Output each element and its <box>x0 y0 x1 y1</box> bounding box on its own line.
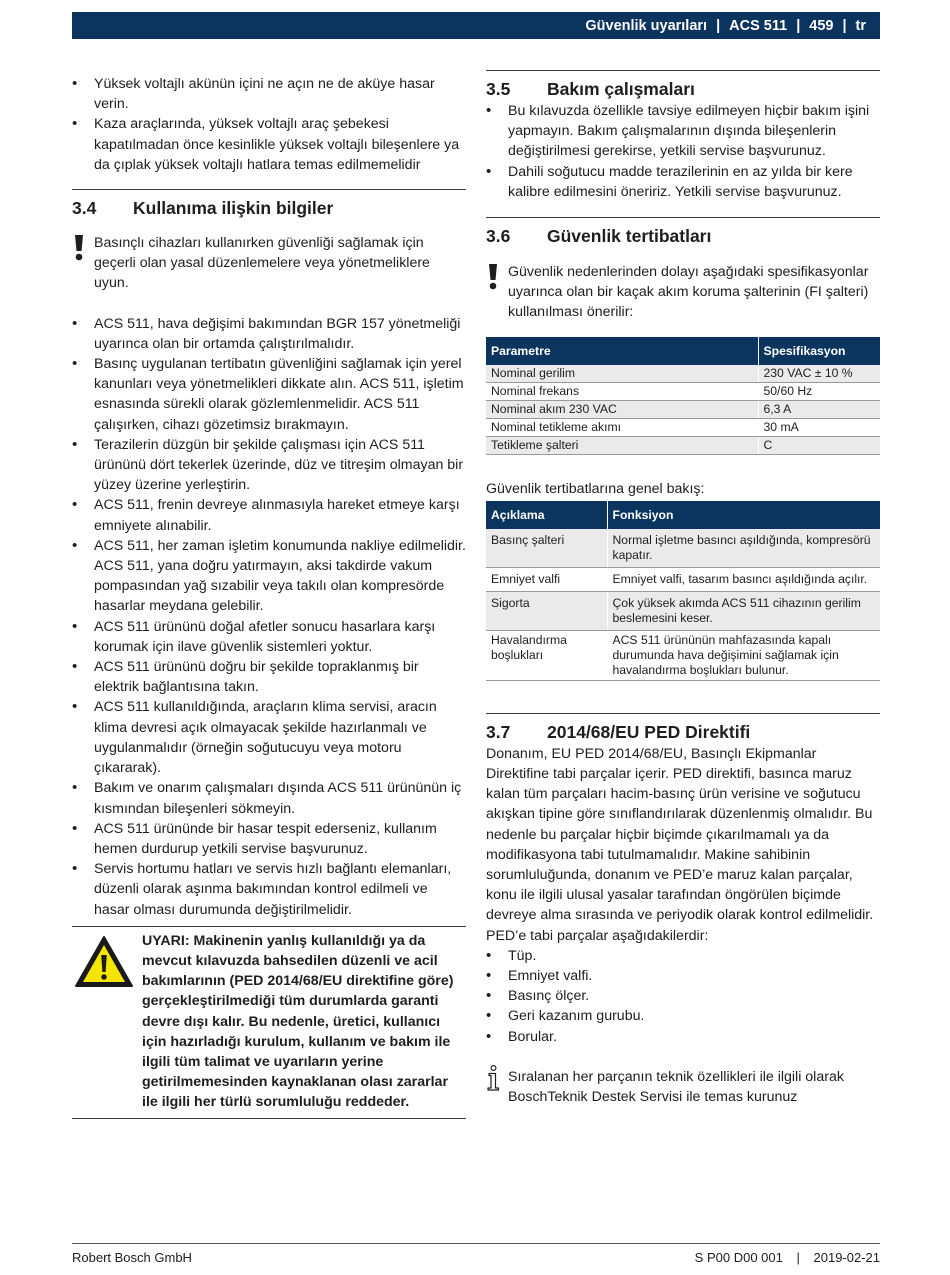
list-item: • Terazilerin düzgün bir şekilde çalışması için ACS 511 ürününü dört tekerlek üzerinde, düz ve titreşim olmayan bir yüzey üzerine yerleştirin. <box>72 435 466 496</box>
info-text: Sıralanan her parçanın teknik özellikleri ile ilgili olarak BoschTeknik Destek Servisi ile temas kurunuz <box>508 1068 844 1106</box>
table-row <box>486 529 880 568</box>
list-item: • ACS 511 kullanıldığında, araçların klima servisi, aracın klima devresi açık olmayacak şekilde hazırlanmalı ve uygulanmalıdır (örneğin soğutucuyu veya motoru çıkararak). <box>72 697 466 778</box>
maintenance-bullet-list <box>486 101 880 202</box>
ped-parts-intro: PED’e tabi parçalar aşağıdakilerdir: <box>486 927 709 944</box>
overview-label: Güvenlik tertibatlarına genel bakış: <box>486 480 705 497</box>
table-cell: Nominal tetikleme akımı <box>486 418 758 436</box>
section-title: Bakım çalışmaları <box>547 79 695 99</box>
list-item: • Emniyet valfi. <box>486 966 880 986</box>
table-cell: Çok yüksek akımda ACS 511 cihazının gerilim beslemesini keser. <box>607 591 880 630</box>
left-column <box>72 74 466 1119</box>
section-title: Kullanıma ilişkin bilgiler <box>133 198 334 219</box>
section-number: 3.6 <box>486 226 511 247</box>
list-item: • Basınç uygulanan tertibatın güvenliğini sağlamak için yerel kanunları veya yönetmelikleri dikkate alın. ACS 511, işletim esnasında sürekli olarak gözlemlenmelidir. ACS 511 çalışırken, cihazı gözetimsiz bırakmayın. <box>72 354 466 435</box>
table-row <box>486 418 880 436</box>
table-cell: 30 mA <box>758 418 880 436</box>
list-item: • Kaza araçlarında, yüksek voltajlı araç şebekesi kapatılmadan önce kesinlikle yüksek voltajlı bileşenlere ya da çıplak yüksek voltajlı hatlara temas edilmemelidir <box>72 114 466 175</box>
list-item: • ACS 511, her zaman işletim konumunda nakliye edilmelidir. ACS 511, yana doğru yatırmayın, aksi takdirde vakum pompasından yağ sızabilir veya takılı olan kompresörde hasarlar meydana gelebilir. <box>72 536 466 617</box>
intro-bullet-list <box>72 74 466 175</box>
header-page-number: 459 <box>809 17 834 34</box>
list-item: • ACS 511, hava değişimi bakımından BGR 157 yönetmeliği uyarınca olan bir ortamda çalıştırılmalıdır. <box>72 314 466 354</box>
list-item: • Geri kazanım gurubu. <box>486 1006 880 1026</box>
right-column <box>486 70 880 1107</box>
warning-box <box>72 926 466 1119</box>
list-item: • Dahili soğutucu madde terazilerinin en az yılda bir kere kalibre edilmesini öneririz. Yetkili servise başvurunuz. <box>486 162 880 202</box>
usage-bullet-list <box>72 314 466 920</box>
header-language: tr <box>855 17 866 34</box>
table-cell: Nominal akım 230 VAC <box>486 400 758 418</box>
ped-parts-list <box>486 946 880 1047</box>
list-item: • ACS 511 ürününde bir hasar tespit ederseniz, kullanım hemen durdurup yetkili servise başvurunuz. <box>72 819 466 859</box>
table-row <box>486 400 880 418</box>
table-cell: Nominal gerilim <box>486 365 758 383</box>
table-cell: Tetikleme şalteri <box>486 436 758 454</box>
important-note <box>486 262 880 323</box>
table-cell: 6,3 A <box>758 400 880 418</box>
table-header-cell: Parametre <box>486 337 758 365</box>
table-cell: Emniyet valfi, tasarım basıncı aşıldığında açılır. <box>607 567 880 591</box>
footer-doc-info <box>695 1250 880 1265</box>
ped-body-text: Donanım, EU PED 2014/68/EU, Basınçlı Ekipmanlar Direktifine tabi parçalar içerir. PED direktifi, basınca maruz kalan tüm parçaları hacim-basınç ürün verisine ve soğutucu akışkan tipine göre sınıflandırılarak düzenlenmiş olmalıdır. Bu nedenle bu parçalar hiçbir biçimde çıkarılmamalı ya da modifikasyona tabi tutulmamalıdır. Makine sahibinin sorumluluğunda, donanım ve PED’e maruz kalan parçalar, konu ile ilgili ulusal yasalar tarafından öngörülen biçimde devreye alma sırasında ve periyodik olarak kontrol edilmelidir. <box>486 745 874 924</box>
table-cell: 230 VAC ± 10 % <box>758 365 880 383</box>
list-item: • Yüksek voltajlı akünün içini ne açın ne de aküye hasar verin. <box>72 74 466 114</box>
table-row <box>486 382 880 400</box>
table-cell: Nominal frekans <box>486 382 758 400</box>
note-text: Basınçlı cihazları kullanırken güvenliği sağlamak için geçerli olan yasal düzenlemelere veya yönetmeliklere uyun. <box>94 235 430 292</box>
exclamation-icon <box>73 234 85 262</box>
table-header-cell: Açıklama <box>486 501 607 529</box>
list-item: • Bu kılavuzda özellikle tavsiye edilmeyen hiçbir bakım işini yapmayın. Bakım çalışmalarının dışında bileşenlerin değiştirilmesi gerekirse, yetkili servise başvurunuz. <box>486 101 880 162</box>
table-cell: Sigorta <box>486 591 607 630</box>
note-text: Güvenlik nedenlerinden dolayı aşağıdaki spesifikasyonlar uyarınca olan bir kaçak akım koruma şalterinin (FI şalteri) kullanılması önerilir: <box>508 264 869 321</box>
header-separator: | <box>796 17 801 34</box>
table-header-cell: Fonksiyon <box>607 501 880 529</box>
footer-company: Robert Bosch GmbH <box>72 1250 192 1265</box>
table-cell: Basınç şalteri <box>486 529 607 568</box>
table-cell: Emniyet valfi <box>486 567 607 591</box>
section-heading-3-6 <box>486 217 880 248</box>
footer-divider <box>72 1243 880 1244</box>
table-cell: ACS 511 ürününün mahfazasında kapalı durumunda hava değişimini sağlamak için havalandırma boşlukları bulunur. <box>607 630 880 680</box>
table-cell: C <box>758 436 880 454</box>
section-title: Güvenlik tertibatları <box>547 226 712 247</box>
warning-triangle-icon <box>74 935 134 989</box>
header-product: ACS 511 <box>729 17 788 34</box>
spec-table <box>486 337 880 455</box>
section-heading-3-7 <box>486 713 880 744</box>
table-row <box>486 567 880 591</box>
warning-text: UYARI: Makinenin yanlış kullanıldığı ya da mevcut kılavuzda bahsedilen düzenli ve acil bakımlarının (PED 2014/68/EU direktifine göre) gerçekleştirilmediği tüm durumlarda garanti devre dışı kalır. Bu nedenle, üretici, kullanıcı için hazırladığı kurulum, kullanım ve bakım ile ilgili tüm talimat ve uyarıların yerine getirilmemesinden kaynaklanan olası zararlar ile ilgili her türlü sorumluluğu reddeder. <box>142 932 454 1111</box>
list-item: • ACS 511, frenin devreye alınmasıyla hareket etmeye karşı emniyete alınabilir. <box>72 495 466 535</box>
list-item: • Tüp. <box>486 946 880 966</box>
list-item: • Servis hortumu hatları ve servis hızlı bağlantı elemanları, düzenli olarak aşınma bakımından kontrol edilmeli ve hasar olması durumunda değiştirilmelidir. <box>72 859 466 920</box>
list-item: • ACS 511 ürününü doğru bir şekilde topraklanmış bir elektrik bağlantısına takın. <box>72 657 466 697</box>
list-item: • Bakım ve onarım çalışmaları dışında ACS 511 ürününün iç kısmından bileşenleri sökmeyin. <box>72 778 466 818</box>
section-title: 2014/68/EU PED Direktifi <box>547 721 751 742</box>
function-table <box>486 501 880 681</box>
table-row <box>486 591 880 630</box>
page-header <box>72 12 880 39</box>
info-note <box>486 1067 880 1107</box>
footer-separator: | <box>796 1250 800 1265</box>
exclamation-icon <box>487 263 499 291</box>
section-heading-3-4 <box>72 189 466 220</box>
table-cell: Normal işletme basıncı aşıldığında, kompresörü kapatır. <box>607 529 880 568</box>
header-separator: | <box>842 17 847 34</box>
table-cell: Havalandırma boşlukları <box>486 630 607 680</box>
section-number: 3.5 <box>486 79 511 99</box>
table-cell: 50/60 Hz <box>758 382 880 400</box>
section-number: 3.7 <box>486 721 511 742</box>
list-item: • Basınç ölçer. <box>486 986 880 1006</box>
footer-date: 2019-02-21 <box>813 1250 880 1265</box>
table-row <box>486 365 880 383</box>
list-item: • ACS 511 ürününü doğal afetler sonucu hasarlara karşı korumak için ilave güvenlik sistemleri yoktur. <box>72 617 466 657</box>
info-icon <box>486 1065 501 1091</box>
table-row <box>486 436 880 454</box>
list-item: • Borular. <box>486 1027 880 1047</box>
table-row <box>486 630 880 680</box>
footer-doc-number: S P00 D00 001 <box>694 1250 783 1265</box>
section-heading-3-5 <box>486 70 880 101</box>
important-note <box>72 233 466 294</box>
header-section: Güvenlik uyarıları <box>585 17 708 34</box>
table-header-cell: Spesifikasyon <box>758 337 880 365</box>
section-number: 3.4 <box>72 198 97 219</box>
header-separator: | <box>716 17 721 34</box>
